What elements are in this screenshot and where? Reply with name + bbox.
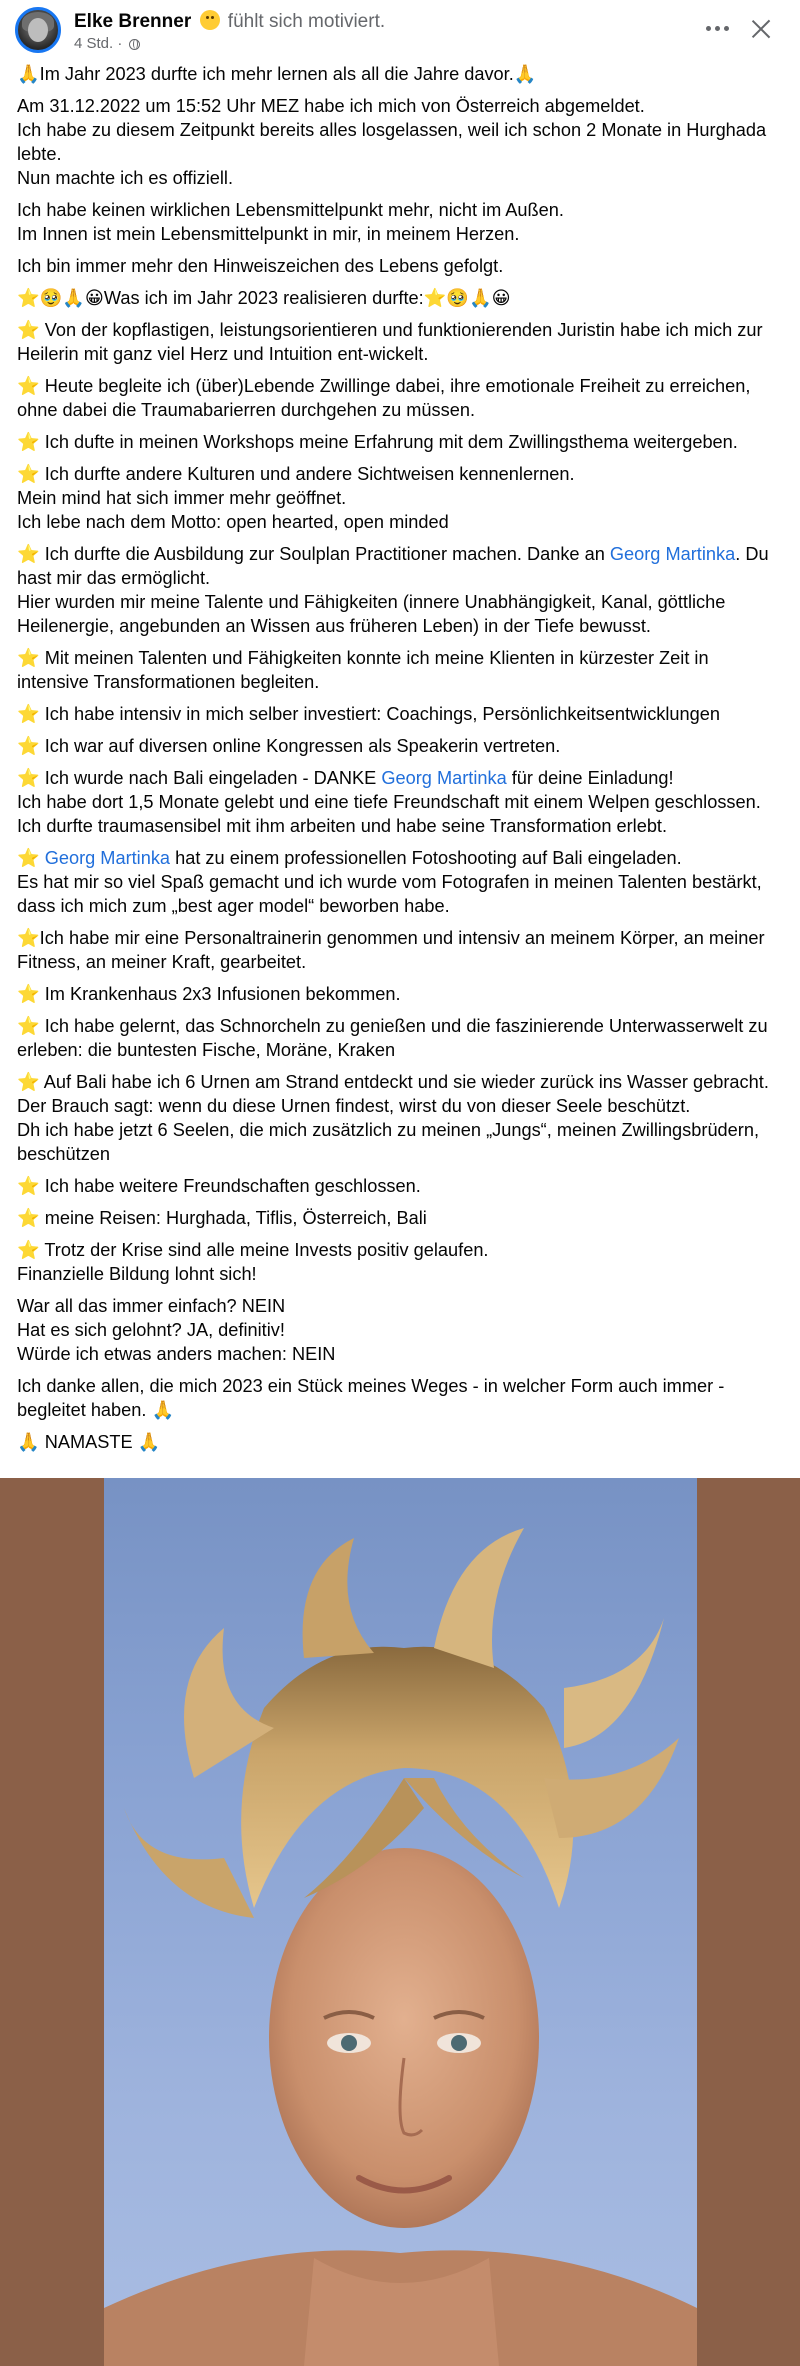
post-paragraph <box>17 846 783 918</box>
post-paragraph <box>17 982 783 1006</box>
post-paragraph <box>17 1174 783 1198</box>
paragraph-text: ⭐ Von der kopflastigen, leistungsorientieren und funktionierenden Juristin habe ich mich zur Heilerin mit ganz viel Herz und Intuition ent-wickelt. <box>17 320 763 364</box>
post-timestamp[interactable]: 4 Std. <box>74 35 114 52</box>
paragraph-text: ⭐ Ich habe weitere Freundschaften geschlossen. <box>17 1176 421 1196</box>
post-paragraph <box>17 926 783 974</box>
paragraph-text: Ich bin immer mehr den Hinweiszeichen des Lebens gefolgt. <box>17 256 504 276</box>
paragraph-text: ⭐ meine Reisen: Hurghada, Tiflis, Österreich, Bali <box>17 1208 427 1228</box>
paragraph-text: für deine Einladung! Ich habe dort 1,5 Monate gelebt und eine tiefe Freundschaft mit einem Welpen geschlossen. Ich durfte traumasensibel mit ihm arbeiten und habe seine Transformation erlebt. <box>17 768 761 836</box>
post-paragraph <box>17 1238 783 1286</box>
post-paragraph <box>17 286 783 310</box>
post-photo-frame[interactable] <box>0 1478 800 2366</box>
more-options-icon[interactable] <box>706 18 732 38</box>
post-paragraph <box>17 1014 783 1062</box>
post-paragraph <box>17 1430 783 1454</box>
close-icon[interactable] <box>748 16 774 42</box>
paragraph-text: ⭐ Heute begleite ich (über)Lebende Zwillinge dabei, ihre emotionale Freiheit zu erreichen, ohne dabei die Traumabarierren durchgehen zu müssen. <box>17 376 751 420</box>
paragraph-text: War all das immer einfach? NEIN Hat es sich gelohnt? JA, definitiv! Würde ich etwas anders machen: NEIN <box>17 1296 336 1364</box>
post-paragraph <box>17 430 783 454</box>
post-paragraph <box>17 702 783 726</box>
mention-link[interactable]: Georg Martinka <box>381 768 507 788</box>
post-paragraph <box>17 1070 783 1166</box>
post-paragraph <box>17 462 783 534</box>
post-paragraph <box>17 318 783 366</box>
paragraph-text: ⭐ Ich durfte andere Kulturen und andere Sichtweisen kennenlernen. Mein mind hat sich immer mehr geöffnet. Ich lebe nach dem Motto: open hearted, open minded <box>17 464 575 532</box>
smiling-face-icon <box>200 10 220 30</box>
paragraph-text: ⭐ Ich durfte die Ausbildung zur Soulplan Practitioner machen. Danke an <box>17 544 610 564</box>
paragraph-text: ⭐ Ich war auf diversen online Kongressen als Speakerin vertreten. <box>17 736 561 756</box>
paragraph-text: ⭐ Auf Bali habe ich 6 Urnen am Strand entdeckt und sie wieder zurück ins Wasser gebracht. Der Brauch sagt: wenn du diese Urnen findest, wirst du von dieser Seele beschützt. Dh ich habe jetzt 6 Seelen, die mich zusätzlich zu meinen „Jungs“, meinen Zwillingsbrüdern, beschützen <box>17 1072 769 1164</box>
feeling-status: fühlt sich motiviert. <box>227 11 386 32</box>
post-paragraph <box>17 734 783 758</box>
paragraph-text: 🙏 NAMASTE 🙏 <box>17 1432 161 1452</box>
paragraph-text: ⭐ Trotz der Krise sind alle meine Invests positiv gelaufen. Finanzielle Bildung lohnt sich! <box>17 1240 489 1284</box>
post-paragraph <box>17 1294 783 1366</box>
paragraph-text: . Du hast mir das ermöglicht. Hier wurden mir meine Talente und Fähigkeiten (innere Unabhängigkeit, Kanal, göttliche Heilenergie, angebunden an Wissen aus früheren Leben) in der Tiefe bewusst. <box>17 544 769 636</box>
meta-separator: · <box>117 35 123 52</box>
mention-link[interactable]: Georg Martinka <box>609 544 736 564</box>
post-text <box>17 62 783 1462</box>
paragraph-text: ⭐ Ich dufte in meinen Workshops meine Erfahrung mit dem Zwillingsthema weitergeben. <box>17 432 738 452</box>
post-paragraph <box>17 766 783 838</box>
paragraph-text: ⭐🥹🙏😀Was ich im Jahr 2023 realisieren durfte:⭐🥹🙏😀 <box>17 288 511 308</box>
post-paragraph <box>17 542 783 638</box>
paragraph-text: 🙏Im Jahr 2023 durfte ich mehr lernen als all die Jahre davor.🙏 <box>17 64 537 84</box>
paragraph-text: hat zu einem professionellen Fotoshooting auf Bali eingeladen. Es hat mir so viel Spaß gemacht und ich wurde vom Fotografen in meinen Talenten bestärkt, dass ich mich zum „best ager model“ beworben habe. <box>17 848 762 916</box>
paragraph-text: Ich danke allen, die mich 2023 ein Stück meines Weges - in welcher Form auch immer - begleitet haben. 🙏 <box>17 1376 725 1420</box>
author-line <box>74 10 385 33</box>
post-paragraph <box>17 198 783 246</box>
portrait-photo-illustration <box>104 1478 697 2366</box>
paragraph-text: ⭐ <box>17 848 45 868</box>
globe-icon <box>129 39 140 50</box>
post-photo[interactable] <box>104 1478 697 2366</box>
paragraph-text: ⭐ Ich wurde nach Bali eingeladen - DANKE <box>17 768 382 788</box>
paragraph-text: ⭐Ich habe mir eine Personaltrainerin genommen und intensiv an meinem Körper, an meiner Fitness, an meiner Kraft, gearbeitet. <box>17 928 765 972</box>
paragraph-text: ⭐ Ich habe gelernt, das Schnorcheln zu genießen und die faszinierende Unterwasserwelt zu erleben: die buntesten Fische, Moräne, Kraken <box>17 1016 768 1060</box>
paragraph-text: ⭐ Ich habe intensiv in mich selber investiert: Coachings, Persönlichkeitsentwicklungen <box>17 704 720 724</box>
paragraph-text: Am 31.12.2022 um 15:52 Uhr MEZ habe ich mich von Österreich abgemeldet. Ich habe zu diesem Zeitpunkt bereits alles losgelassen, weil ich schon 2 Monate in Hurghada lebte. Nun machte ich es offiziell. <box>17 96 767 188</box>
post-paragraph <box>17 1206 783 1230</box>
avatar[interactable] <box>15 7 61 53</box>
paragraph-text: ⭐ Mit meinen Talenten und Fähigkeiten konnte ich meine Klienten in kürzester Zeit in intensive Transformationen begleiten. <box>17 648 709 692</box>
post-meta <box>74 35 140 52</box>
mention-link[interactable]: Georg Martinka <box>44 848 171 868</box>
paragraph-text: ⭐ Im Krankenhaus 2x3 Infusionen bekommen. <box>17 984 401 1004</box>
post-paragraph <box>17 94 783 190</box>
post-paragraph <box>17 254 783 278</box>
author-name[interactable]: Elke Brenner <box>74 11 192 32</box>
post-paragraph <box>17 62 783 86</box>
post-paragraph <box>17 374 783 422</box>
post-paragraph <box>17 646 783 694</box>
post-paragraph <box>17 1374 783 1422</box>
post-header <box>0 0 800 58</box>
paragraph-text: Ich habe keinen wirklichen Lebensmittelpunkt mehr, nicht im Außen. Im Innen ist mein Lebensmittelpunkt in mir, in meinem Herzen. <box>17 200 564 244</box>
